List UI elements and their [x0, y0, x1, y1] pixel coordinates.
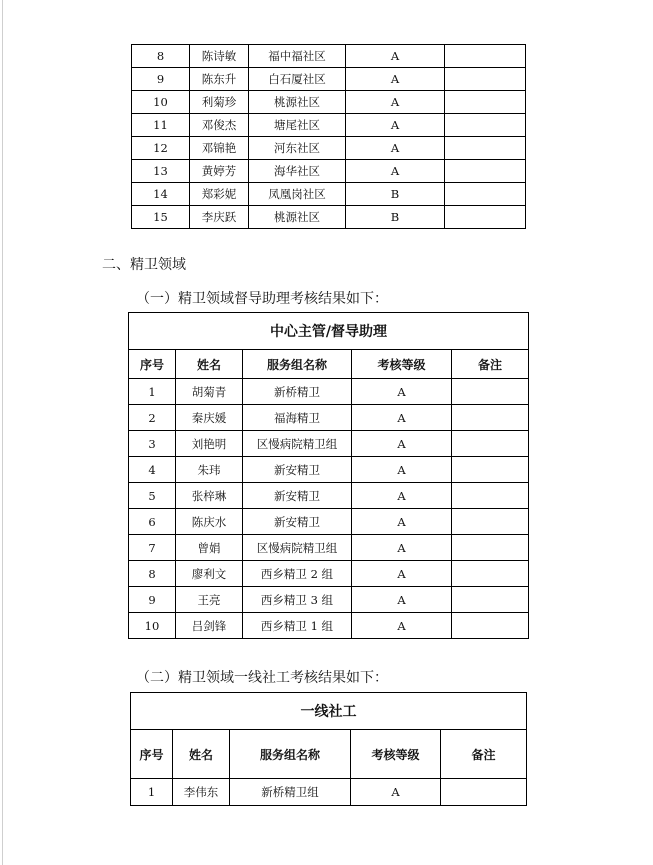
table-row — [129, 509, 529, 535]
cell-name: 李伟东 — [173, 779, 230, 806]
cell-name: 郑彩妮 — [190, 183, 249, 206]
cell-note — [452, 587, 529, 613]
cell-note — [452, 379, 529, 405]
cell-grade: A — [346, 137, 445, 160]
cell-no: 15 — [132, 206, 190, 229]
cell-note — [452, 457, 529, 483]
cell-name: 朱玮 — [176, 457, 243, 483]
cell-note — [452, 431, 529, 457]
cell-name: 利菊珍 — [190, 91, 249, 114]
header-grade: 考核等级 — [352, 350, 452, 379]
cell-note — [452, 405, 529, 431]
cell-name: 吕剑锋 — [176, 613, 243, 639]
cell-grade: A — [352, 457, 452, 483]
cell-group: 西乡精卫 3 组 — [243, 587, 352, 613]
table-row — [132, 68, 526, 91]
cell-no: 10 — [132, 91, 190, 114]
cell-group: 塘尾社区 — [249, 114, 346, 137]
subsection-heading-2: （二）精卫领域一线社工考核结果如下： — [136, 670, 388, 686]
frontline-results-table — [130, 692, 527, 806]
cell-no: 12 — [132, 137, 190, 160]
table-title: 中心主管/督导助理 — [129, 313, 529, 350]
cell-grade: A — [351, 779, 441, 806]
table-title: 一线社工 — [131, 693, 527, 730]
cell-group: 白石厦社区 — [249, 68, 346, 91]
cell-group: 新桥精卫 — [243, 379, 352, 405]
header-group: 服务组名称 — [230, 730, 351, 779]
cell-group: 新桥精卫组 — [230, 779, 351, 806]
cell-group: 新安精卫 — [243, 483, 352, 509]
cell-grade: A — [346, 91, 445, 114]
table-header-row — [129, 350, 529, 379]
cell-group: 区慢病院精卫组 — [243, 535, 352, 561]
cell-note — [441, 779, 527, 806]
header-grade: 考核等级 — [351, 730, 441, 779]
subsection-heading-1: （一）精卫领域督导助理考核结果如下： — [136, 291, 388, 307]
cell-note — [445, 206, 526, 229]
cell-grade: A — [352, 587, 452, 613]
cell-group: 西乡精卫 1 组 — [243, 613, 352, 639]
cell-grade: A — [346, 114, 445, 137]
table-row — [129, 405, 529, 431]
cell-note — [452, 483, 529, 509]
cell-name: 陈庆水 — [176, 509, 243, 535]
cell-no: 8 — [132, 45, 190, 68]
cell-no: 2 — [129, 405, 176, 431]
table-row — [129, 535, 529, 561]
cell-group: 西乡精卫 2 组 — [243, 561, 352, 587]
header-name: 姓名 — [173, 730, 230, 779]
cell-no: 1 — [129, 379, 176, 405]
cell-grade: A — [346, 160, 445, 183]
table-row — [129, 379, 529, 405]
cell-group: 福中福社区 — [249, 45, 346, 68]
cell-name: 秦庆媛 — [176, 405, 243, 431]
cell-group: 新安精卫 — [243, 457, 352, 483]
table-row — [132, 91, 526, 114]
table-row — [132, 45, 526, 68]
cell-name: 邓俊杰 — [190, 114, 249, 137]
table-row — [129, 457, 529, 483]
cell-grade: B — [346, 183, 445, 206]
cell-group: 区慢病院精卫组 — [243, 431, 352, 457]
cell-group: 新安精卫 — [243, 509, 352, 535]
cell-grade: A — [346, 45, 445, 68]
cell-grade: A — [352, 535, 452, 561]
cell-note — [445, 114, 526, 137]
section-heading: 二、精卫领域 — [102, 257, 186, 273]
cell-note — [452, 509, 529, 535]
cell-note — [452, 535, 529, 561]
cell-no: 5 — [129, 483, 176, 509]
cell-note — [445, 68, 526, 91]
supervisor-results-table — [128, 312, 529, 639]
cell-group: 福海精卫 — [243, 405, 352, 431]
cell-name: 李庆跃 — [190, 206, 249, 229]
table-header-row — [131, 730, 527, 779]
cell-no: 1 — [131, 779, 173, 806]
header-note: 备注 — [441, 730, 527, 779]
cell-note — [445, 183, 526, 206]
cell-no: 9 — [132, 68, 190, 91]
page-left-edge — [2, 0, 3, 865]
header-note: 备注 — [452, 350, 529, 379]
cell-no: 9 — [129, 587, 176, 613]
cell-name: 黄婷芳 — [190, 160, 249, 183]
cell-grade: A — [352, 613, 452, 639]
cell-no: 8 — [129, 561, 176, 587]
cell-grade: A — [352, 379, 452, 405]
header-no: 序号 — [131, 730, 173, 779]
cell-name: 张梓琳 — [176, 483, 243, 509]
cell-grade: A — [352, 483, 452, 509]
cell-name: 曾娟 — [176, 535, 243, 561]
header-no: 序号 — [129, 350, 176, 379]
table-row — [129, 561, 529, 587]
table-row — [129, 483, 529, 509]
table-row — [131, 779, 527, 806]
cell-note — [452, 613, 529, 639]
cell-note — [452, 561, 529, 587]
cell-group: 桃源社区 — [249, 206, 346, 229]
cell-no: 11 — [132, 114, 190, 137]
table-row — [129, 431, 529, 457]
table-row — [132, 206, 526, 229]
cell-note — [445, 91, 526, 114]
cell-name: 刘艳明 — [176, 431, 243, 457]
cell-note — [445, 137, 526, 160]
cell-group: 桃源社区 — [249, 91, 346, 114]
cell-no: 10 — [129, 613, 176, 639]
table-row — [132, 114, 526, 137]
cell-no: 14 — [132, 183, 190, 206]
header-group: 服务组名称 — [243, 350, 352, 379]
header-name: 姓名 — [176, 350, 243, 379]
cell-name: 王亮 — [176, 587, 243, 613]
cell-grade: A — [352, 405, 452, 431]
cell-grade: A — [352, 431, 452, 457]
cell-no: 4 — [129, 457, 176, 483]
table-row — [129, 587, 529, 613]
community-results-table — [131, 44, 526, 229]
cell-note — [445, 45, 526, 68]
cell-no: 7 — [129, 535, 176, 561]
cell-grade: B — [346, 206, 445, 229]
table-row — [132, 183, 526, 206]
cell-group: 凤凰岗社区 — [249, 183, 346, 206]
cell-no: 3 — [129, 431, 176, 457]
cell-name: 陈东升 — [190, 68, 249, 91]
cell-name: 胡菊青 — [176, 379, 243, 405]
cell-no: 6 — [129, 509, 176, 535]
cell-note — [445, 160, 526, 183]
table-row — [129, 613, 529, 639]
cell-no: 13 — [132, 160, 190, 183]
cell-grade: A — [352, 509, 452, 535]
cell-name: 邓锦艳 — [190, 137, 249, 160]
cell-grade: A — [352, 561, 452, 587]
cell-group: 海华社区 — [249, 160, 346, 183]
cell-name: 陈诗敏 — [190, 45, 249, 68]
cell-grade: A — [346, 68, 445, 91]
table-row — [132, 160, 526, 183]
cell-group: 河东社区 — [249, 137, 346, 160]
table-row — [132, 137, 526, 160]
cell-name: 廖利文 — [176, 561, 243, 587]
